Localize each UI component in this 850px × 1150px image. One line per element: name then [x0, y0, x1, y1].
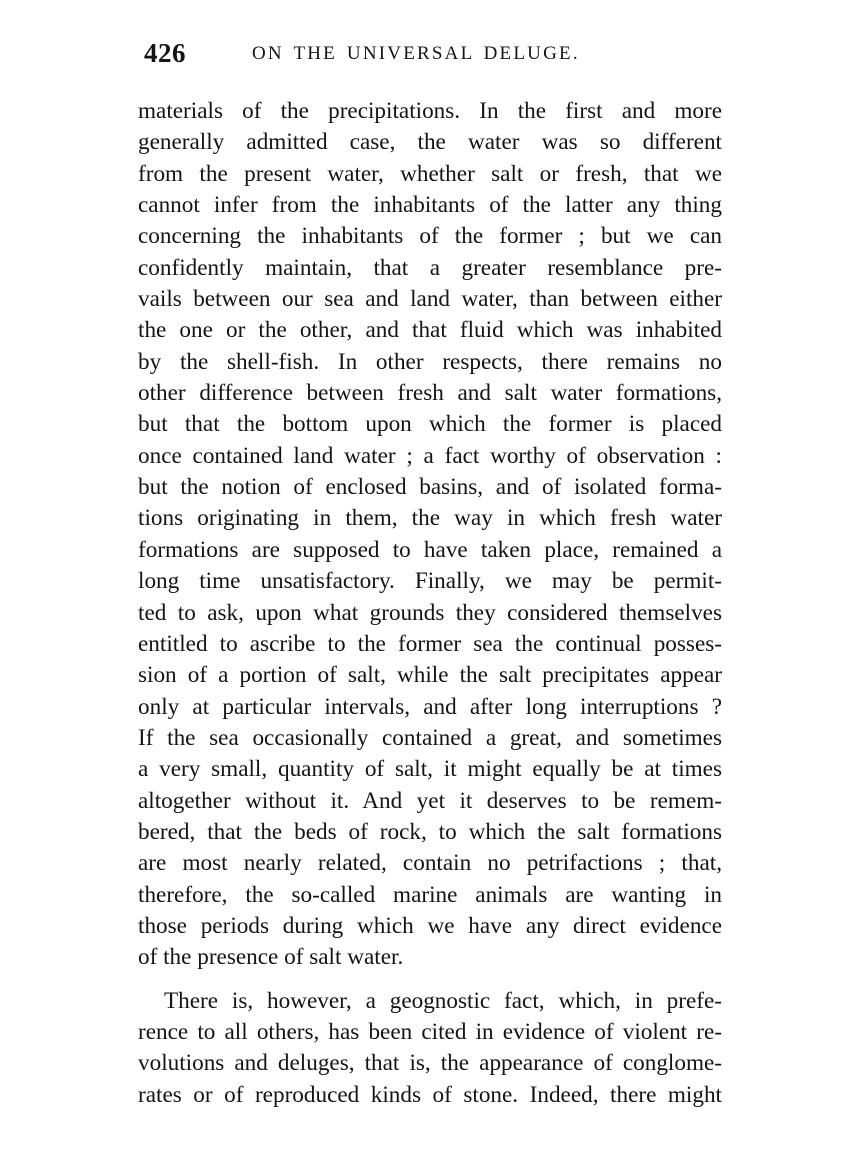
text-line: formations are supposed to have taken place, remained a: [138, 536, 722, 563]
text-line: sion of a portion of salt, while the salt precipitates appear: [138, 662, 722, 689]
text-line: but that the bottom upon which the former is placed: [138, 411, 722, 438]
text-line: confidently maintain, that a greater resemblance pre-: [138, 254, 722, 281]
text-line: rence to all others, has been cited in evidence of violent re-: [138, 1018, 722, 1045]
text-line: ted to ask, upon what grounds they considered themselves: [138, 599, 722, 626]
body-text: [138, 96, 722, 1111]
text-line: vails between our sea and land water, than between either: [138, 286, 722, 313]
text-line: long time unsatisfactory. Finally, we may be permit-: [138, 568, 722, 595]
running-head: [140, 38, 720, 78]
paragraph-2: [138, 986, 722, 1111]
text-line: altogether without it. And yet it deserves to be remem-: [138, 787, 722, 814]
text-line: bered, that the beds of rock, to which the salt formations: [138, 818, 722, 845]
text-line: tions originating in them, the way in which fresh water: [138, 505, 722, 532]
text-line: volutions and deluges, that is, the appearance of conglome-: [138, 1050, 722, 1077]
text-line: from the present water, whether salt or fresh, that we: [138, 160, 722, 187]
text-line: a very small, quantity of salt, it might equally be at times: [138, 756, 722, 783]
text-line: entitled to ascribe to the former sea the continual posses-: [138, 630, 722, 657]
text-line: other difference between fresh and salt water formations,: [138, 380, 722, 407]
text-line: concerning the inhabitants of the former ; but we can: [138, 223, 722, 250]
text-line: of the presence of salt water.: [138, 944, 404, 971]
text-line: but the notion of enclosed basins, and of isolated forma-: [138, 474, 722, 501]
text-line: the one or the other, and that fluid which was inhabited: [138, 317, 722, 344]
text-line: by the shell-fish. In other respects, there remains no: [138, 348, 722, 375]
page-number: 426: [144, 38, 186, 68]
running-title: ON THE UNIVERSAL DELUGE.: [252, 43, 580, 64]
text-line: rates or of reproduced kinds of stone. Indeed, there might: [138, 1081, 722, 1108]
text-line: once contained land water ; a fact worthy of observation :: [138, 442, 722, 469]
text-line: There is, however, a geognostic fact, which, in prefe-: [164, 987, 722, 1014]
text-line: generally admitted case, the water was so different: [138, 129, 722, 156]
text-line: are most nearly related, contain no petrifactions ; that,: [138, 850, 722, 877]
text-line: If the sea occasionally contained a great, and sometimes: [138, 724, 722, 751]
text-line: only at particular intervals, and after long interruptions ?: [138, 693, 722, 720]
text-line: materials of the precipitations. In the first and more: [138, 98, 722, 124]
text-line: those periods during which we have any direct evidence: [138, 912, 722, 939]
paragraph-gap: [138, 974, 722, 986]
text-line: therefore, the so-called marine animals are wanting in: [138, 881, 722, 908]
paragraph-1: [138, 96, 722, 974]
text-line: cannot infer from the inhabitants of the latter any thing: [138, 192, 722, 219]
